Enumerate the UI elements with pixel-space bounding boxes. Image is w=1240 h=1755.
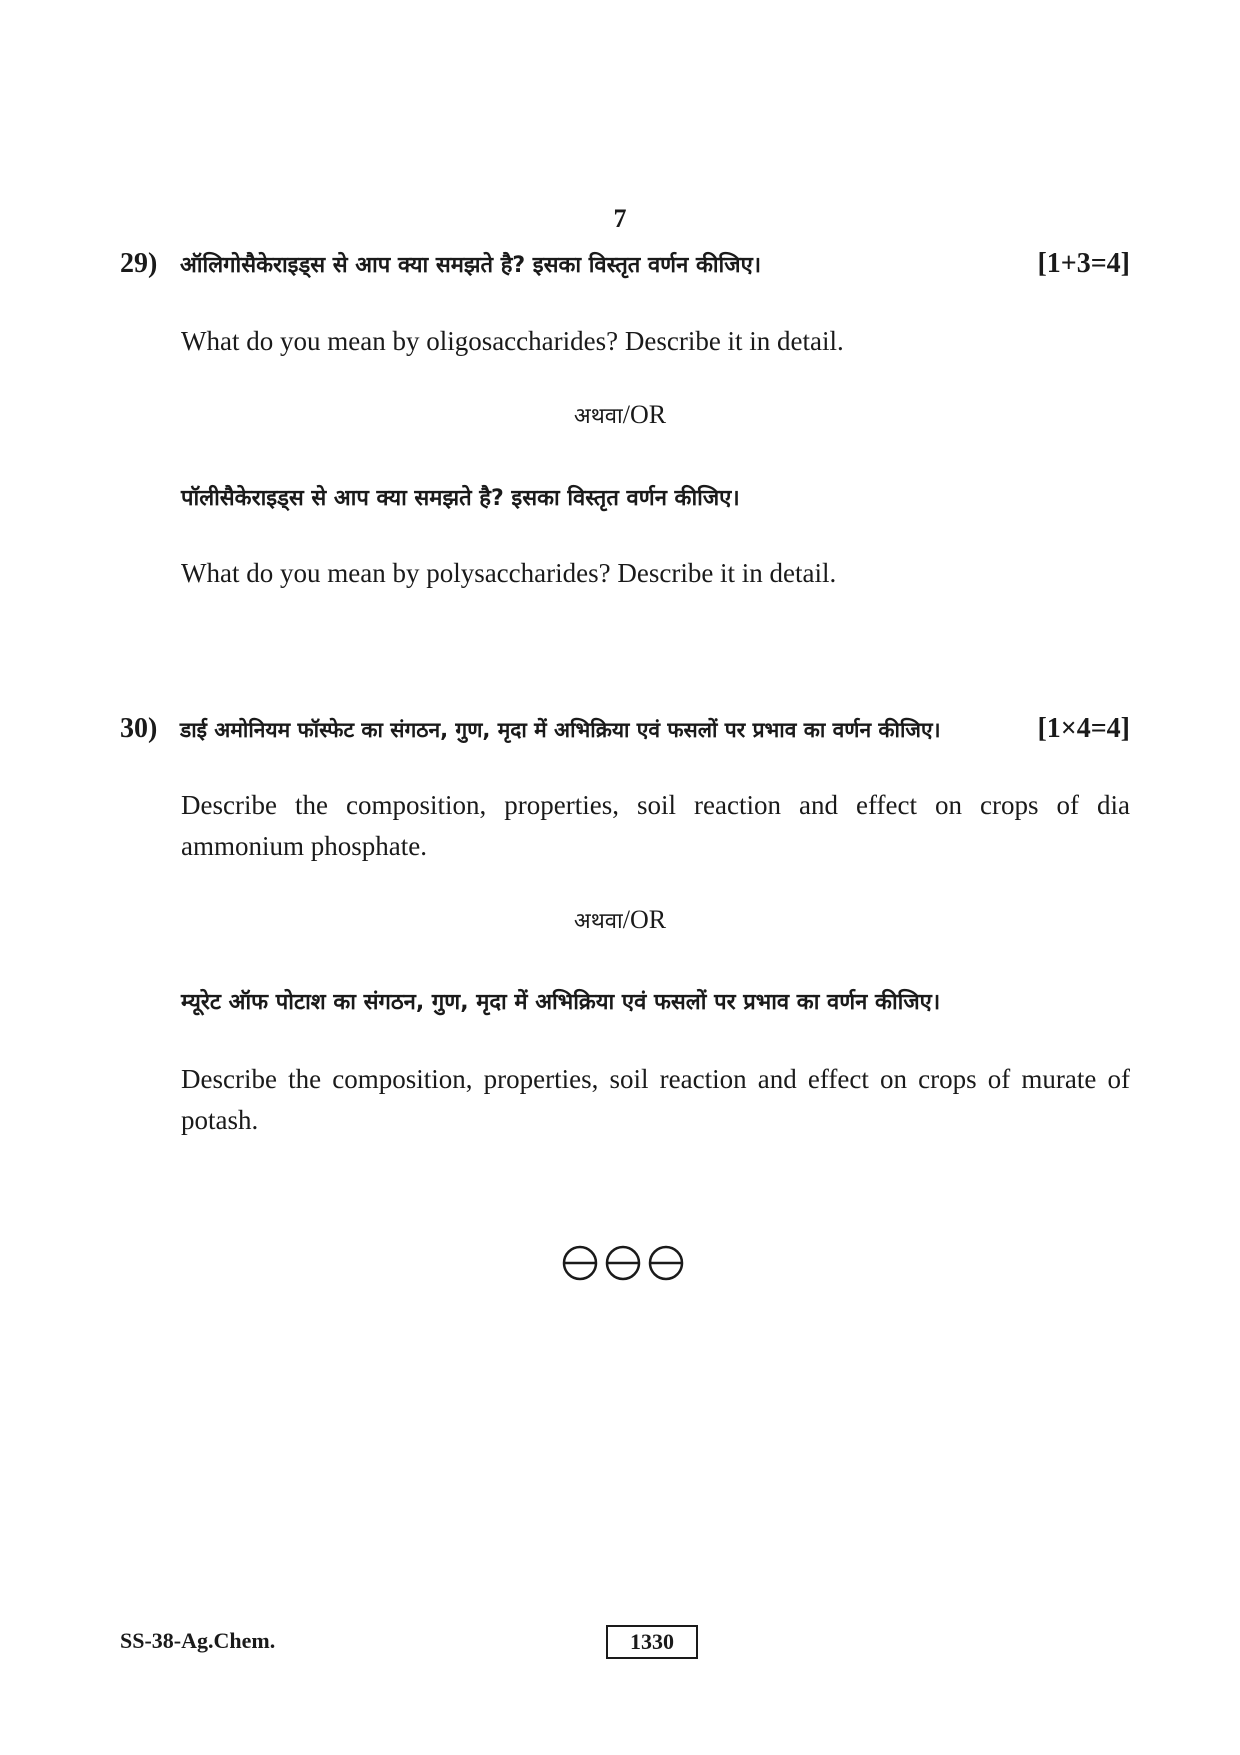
question-30-or-english: /OR — [622, 905, 667, 934]
question-29-or-separator — [0, 400, 1240, 430]
question-30-hindi: डाई अमोनियम फॉस्फेट का संगठन, गुण, मृदा में अभिक्रिया एवं फसलों पर प्रभाव का वर्णन कीजिए। — [180, 718, 941, 742]
question-30-english: Describe the composition, properties, soil reaction and effect on crops of dia ammonium phosphate. — [181, 790, 1130, 861]
question-29-marks: [1+3=4] — [1037, 248, 1130, 279]
question-30-number: 30) — [120, 713, 158, 744]
question-29-or-hindi: अथवा — [573, 404, 623, 429]
question-29-alt-english: What do you mean by polysaccharides? Describe it in detail. — [181, 558, 837, 588]
question-29-number: 29) — [120, 248, 158, 279]
question-29-or-english: /OR — [622, 400, 667, 429]
page-number: 7 — [613, 204, 627, 233]
question-30-header — [120, 713, 1130, 745]
footer-paper-code: SS-38-Ag.Chem. — [120, 1628, 276, 1653]
end-of-paper-mark-icon — [560, 1243, 686, 1283]
question-29-english: What do you mean by oligosaccharides? Describe it in detail. — [181, 326, 844, 356]
footer-box-number: 1330 — [606, 1625, 698, 1659]
question-30-marks: [1×4=4] — [1037, 713, 1130, 744]
question-30-or-separator — [0, 905, 1240, 935]
question-30-alt-english: Describe the composition, properties, soil reaction and effect on crops of murate of potash. — [181, 1064, 1130, 1135]
question-29-header — [120, 248, 1130, 280]
question-30-or-hindi: अथवा — [573, 909, 623, 934]
question-30-alt-hindi: म्यूरेट ऑफ पोटाश का संगठन, गुण, मृदा में अभिक्रिया एवं फसलों पर प्रभाव का वर्णन कीजिए। — [181, 990, 941, 1015]
question-29-alt-hindi: पॉलीसैकेराइड्स से आप क्या समझते है? इसका विस्तृत वर्णन कीजिए। — [181, 486, 740, 511]
question-29-hindi: ऑलिगोसैकेराइड्स से आप क्या समझते है? इसका विस्तृत वर्णन कीजिए। — [180, 253, 762, 278]
